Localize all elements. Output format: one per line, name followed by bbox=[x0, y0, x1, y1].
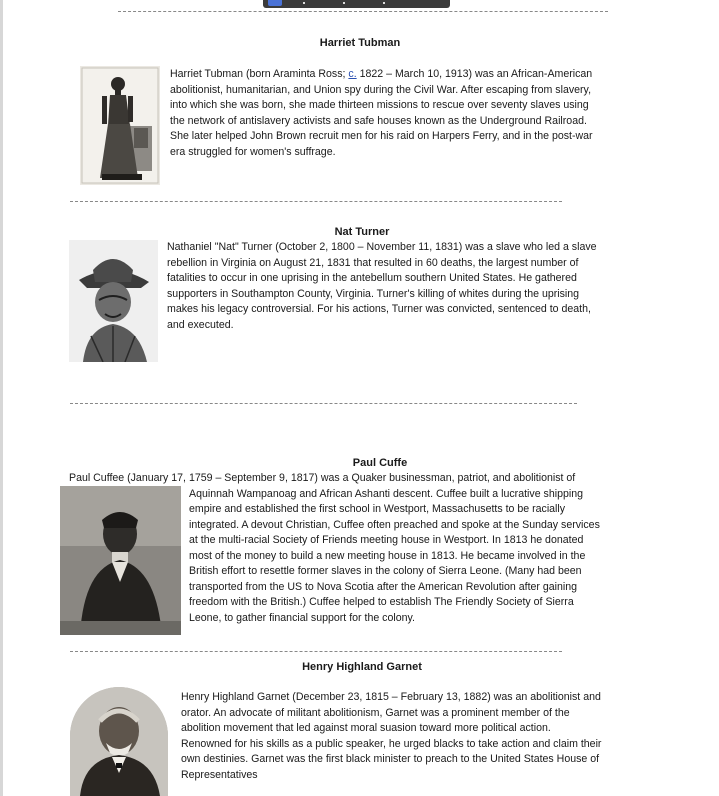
henry-highland-garnet-photo-art bbox=[70, 687, 168, 796]
harriet-tubman-photo-art bbox=[80, 66, 160, 185]
henry-highland-garnet-photo bbox=[70, 687, 168, 796]
text-line: era struggled for women's suffrage. bbox=[170, 145, 336, 158]
toolbar-dot bbox=[343, 2, 345, 4]
text-line: Aquinnah Wampanoag and African Ashanti descent. Cuffee built a lucrative shipping bbox=[189, 487, 583, 500]
text-line: Nathaniel "Nat" Turner (October 2, 1800 – November 11, 1831) was a slave who led a slave bbox=[167, 241, 597, 253]
divider bbox=[70, 403, 577, 404]
left-margin-shade bbox=[0, 0, 3, 796]
text-line: orator. An advocate of militant abolitionism, Garnet was a prominent member of the bbox=[181, 706, 570, 719]
text-line: Renowned for his skills as a public speaker, he urged blacks to take action and claim their bbox=[181, 737, 602, 750]
section-text-nat-turner bbox=[167, 240, 597, 333]
text-line: integrated. A devout Christian, Cuffee often preached and spoke at the Sunday services bbox=[189, 518, 600, 531]
text-fragment: Harriet Tubman (born Araminta Ross; bbox=[170, 68, 349, 80]
text-line: makes his legacy controversial. For his actions, Turner was convicted, sentenced to death, bbox=[167, 303, 591, 315]
text-line: empire and established the first school in Westport, Massachusetts to be racially bbox=[189, 503, 566, 515]
text-line: supporters in Southampton County, Virginia. Turner's killing of whites during the uprising bbox=[167, 287, 580, 300]
section-title-harriet-tubman: Harriet Tubman bbox=[319, 37, 401, 49]
text-line: transported from the US to Nova Scotia after the American Revolution after gaining bbox=[189, 580, 578, 593]
divider bbox=[118, 11, 608, 12]
text-line: fatalities to occur in one uprising in the antebellum southern United States. He gathered bbox=[167, 272, 577, 284]
text-line: abolition movement that led against moral suasion toward more political action. bbox=[181, 722, 551, 734]
text-line bbox=[170, 67, 593, 83]
section-text-harriet-tubman bbox=[170, 67, 593, 160]
toolbar-button[interactable] bbox=[268, 0, 282, 6]
text-line: most of the money to build a new meeting house in 1813. He became involved in the bbox=[189, 549, 586, 562]
nat-turner-sketch bbox=[69, 240, 158, 362]
text-line: Henry Highland Garnet (December 23, 1815 – February 13, 1882) was an abolitionist and bbox=[181, 691, 601, 703]
toolbar-dot bbox=[303, 2, 305, 4]
text-line: own destinies. Garnet was the first black minister to preach to the United States House of bbox=[181, 753, 600, 765]
text-line: into which she was born, she made thirteen missions to rescue over seventy slaves using bbox=[170, 99, 589, 111]
section-title-henry-highland-garnet: Henry Highland Garnet bbox=[302, 661, 422, 673]
floating-toolbar[interactable] bbox=[263, 0, 450, 8]
text-line: and executed. bbox=[167, 318, 234, 331]
toolbar-dot bbox=[383, 2, 385, 4]
divider bbox=[70, 651, 562, 652]
text-line: at the multi-racial Society of Friends meeting house in Westport. In 1813 he donated bbox=[189, 534, 584, 546]
text-line: Paul Cuffee (January 17, 1759 – September 9, 1817) was a Quaker businessman, patriot, and abolitionist of bbox=[69, 472, 576, 484]
text-line: the network of antislavery activists and safe houses known as the Underground Railroad. bbox=[170, 114, 587, 127]
text-line: freedom with the British.) Cuffee helped to establish The Friendly Society of Sierra bbox=[189, 596, 574, 608]
section-text-henry-highland-garnet bbox=[181, 690, 601, 783]
text-line: Representatives bbox=[181, 768, 258, 781]
paul-cuffe-photo bbox=[60, 486, 181, 635]
text-fragment: 1822 – March 10, 1913) was an African-American bbox=[356, 68, 593, 80]
text-line: Leone, to gather financial support for the colony. bbox=[189, 611, 415, 624]
section-title-paul-cuffe: Paul Cuffe bbox=[352, 457, 408, 469]
nat-turner-sketch-art bbox=[69, 240, 158, 362]
text-line: rebellion in Virginia on August 21, 1831 that resulted in 60 deaths, the largest number of bbox=[167, 256, 579, 269]
text-line: British effort to resettle former slaves in the colony of Sierra Leone. (Many had been bbox=[189, 565, 582, 577]
section-text-paul-cuffe bbox=[69, 471, 600, 626]
circa-link[interactable]: c. bbox=[348, 68, 357, 80]
text-line: She later helped John Brown recruit men for his raid on Harpers Ferry, and in the post-war bbox=[170, 130, 593, 142]
divider bbox=[70, 201, 562, 202]
harriet-tubman-photo bbox=[80, 66, 160, 185]
section-title-nat-turner: Nat Turner bbox=[334, 226, 390, 238]
paul-cuffe-photo-art bbox=[60, 486, 181, 635]
text-line: abolitionist, humanitarian, and Union spy during the Civil War. After escaping from slavery, bbox=[170, 83, 592, 96]
